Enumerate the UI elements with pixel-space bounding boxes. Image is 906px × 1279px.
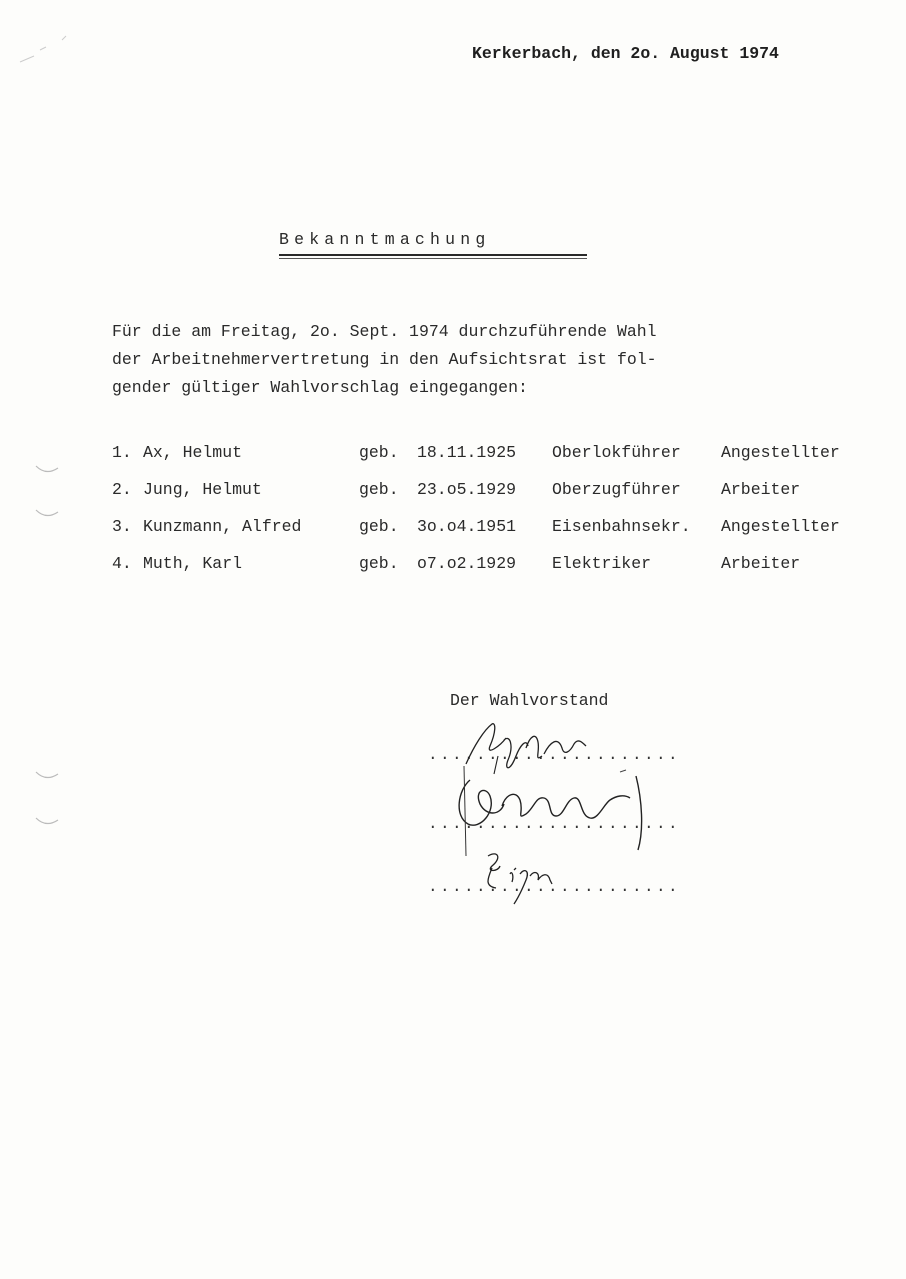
intro-line-3: gender gültiger Wahlvorschlag eingegangen: [112,378,528,397]
intro-line-2: der Arbeitnehmervertretung in den Aufsichtsrat ist fol- [112,350,657,369]
place-date: Kerkerbach, den 2o. August 1974 [472,44,779,63]
employment-status: Arbeiter [721,554,801,573]
intro-line-1: Für die am Freitag, 2o. Sept. 1974 durchzuführende Wahl [112,322,657,341]
candidate-number: 2. [112,480,132,499]
signature-3 [470,846,580,906]
born-label: geb. [359,443,399,462]
signature-line-3: ..................... [428,878,681,896]
signature-block-title: Der Wahlvorstand [450,691,609,710]
candidate-name: Ax, Helmut [143,443,243,462]
candidate-number: 1. [112,443,132,462]
occupation: Oberzugführer [552,480,681,499]
heading-underline [279,254,587,256]
birth-date: o7.o2.1929 [417,554,517,573]
employment-status: Angestellter [721,517,840,536]
heading-underline-secondary [279,258,587,259]
signature-2 [440,760,660,860]
signature-line-2: ..................... [428,815,681,833]
born-label: geb. [359,517,399,536]
birth-date: 18.11.1925 [417,443,517,462]
employment-status: Arbeiter [721,480,801,499]
occupation: Eisenbahnsekr. [552,517,691,536]
born-label: geb. [359,554,399,573]
birth-date: 3o.o4.1951 [417,517,517,536]
born-label: geb. [359,480,399,499]
candidate-name: Kunzmann, Alfred [143,517,302,536]
employment-status: Angestellter [721,443,840,462]
document-heading: Bekanntmachung [279,230,491,249]
candidate-number: 3. [112,517,132,536]
occupation: Elektriker [552,554,652,573]
birth-date: 23.o5.1929 [417,480,517,499]
signature-line-1: ..................... [428,746,681,764]
candidate-number: 4. [112,554,132,573]
occupation: Oberlokführer [552,443,681,462]
candidate-name: Muth, Karl [143,554,243,573]
candidate-name: Jung, Helmut [143,480,262,499]
